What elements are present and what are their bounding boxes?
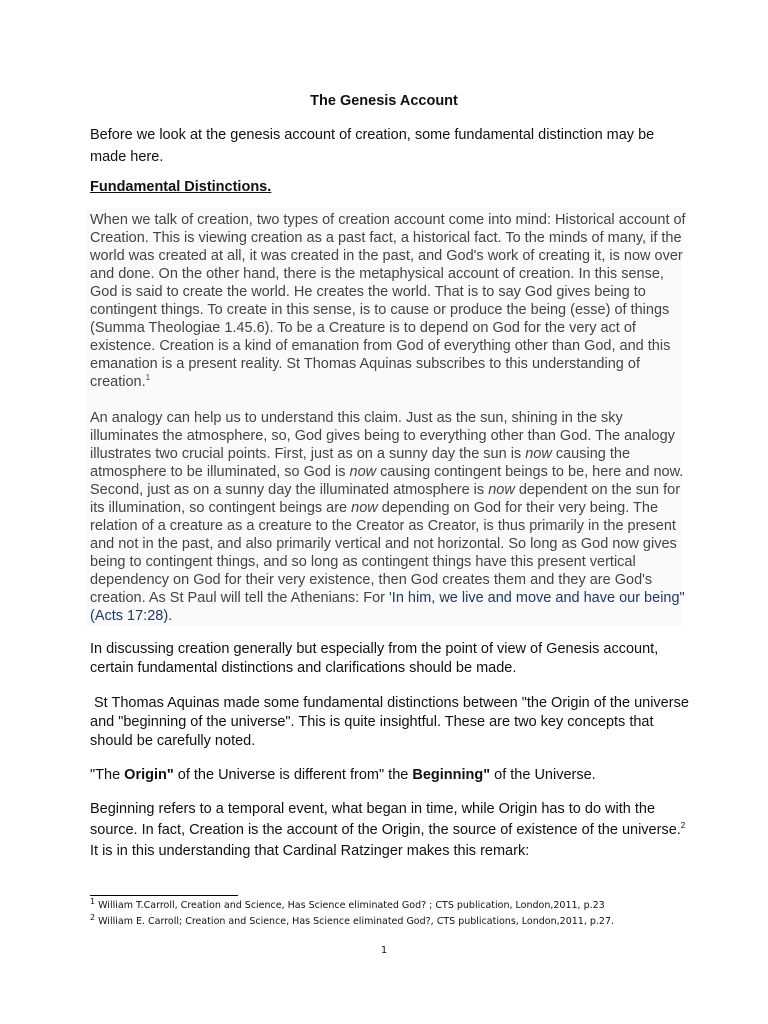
analogy-text-e: depending on God for their very being. The relation of a creature as a creature to the Creator as Creator, is thus primarily in the present and not in the past, and also primarily vertical and not horizontal. So long as God now gives being to contingent things, and so long as contingent things have this present vertical dependency on God for their very existence, then God creates them and they are God's creation. As St Paul will tell the Athenians: For — [90, 500, 677, 606]
footnote-1 — [90, 896, 605, 911]
paragraph-origin-beginning — [90, 765, 690, 786]
footnote-2 — [90, 912, 615, 927]
section-heading: Fundamental Distinctions. — [90, 179, 272, 195]
emphasis-now: now — [349, 464, 377, 480]
document-title: The Genesis Account — [310, 93, 458, 109]
emphasis-now: now — [351, 500, 378, 516]
footnote-2-text: William E. Carroll; Creation and Science, Has Science eliminated God?, CTS publications, London,2011, p.27. — [98, 916, 615, 927]
page-number: 1 — [380, 945, 388, 956]
analogy-text-b: causing the atmosphere to be illuminated, so God is — [90, 446, 631, 480]
beginning-definition-text: Beginning refers to a temporal event, what began in time, while Origin has to do with the source. In fact, Creation is the account of the Origin, the source of existence of the universe. — [90, 801, 681, 838]
intro-paragraph: Before we look at the genesis account of creation, some fundamental distinction may be made here. — [90, 127, 655, 165]
footnote-1-number: 1 — [90, 896, 96, 906]
analogy-text-c: causing contingent beings to be, here and now. Second, just as on a sunny day the illuminated atmosphere is — [90, 464, 684, 498]
footnote-ref-2: 2 — [680, 821, 686, 831]
origin-text-c: of the Universe. — [490, 767, 596, 783]
footnote-1-text: William T.Carroll, Creation and Science, Has Science eliminated God? ; CTS publication, London,2011, p.23 — [98, 900, 605, 911]
footnote-ref-1: 1 — [145, 373, 151, 383]
origin-text-a: "The — [90, 767, 125, 783]
paragraph-analogy — [90, 409, 686, 625]
paragraph-beginning-definition — [90, 799, 690, 862]
footnote-2-number: 2 — [90, 912, 96, 922]
term-beginning: Beginning" — [412, 767, 491, 783]
paragraph-creation-types-text: When we talk of creation, two types of creation account come into mind: Historical account of Creation. This is viewing creation as a past fact, a historical fact. To the minds of many, if the world was created at all, it was created in the past, and God's work of creating it, is now over and done. On the other hand, there is the metaphysical account of creation. In this sense, God is said to create the world. He creates the world. That is to say God gives being to contingent things. To create in this sense, is to cause or produce the being (esse) of things (Summa Theologiae 1.45.6). To be a Creature is to depend on God for the very act of existence. Creation is a kind of emanation from God of everything other than God, and this emanation is a present reality. St Thomas Aquinas subscribes to this understanding of creation. — [90, 212, 686, 390]
analogy-text-a: An analogy can help us to understand this claim. Just as the sun, shining in the sky illuminates the atmosphere, so, God gives being to everything other than God. The analogy illustrates two crucial points. First, just as on a sunny day the sun is — [90, 410, 675, 462]
acts-quote: 'In him, we live and move and have our being" (Acts 17:28). — [90, 590, 685, 624]
paragraph-discussing-creation: In discussing creation generally but especially from the point of view of Genesis account, certain fundamental distinctions and clarifications should be made. — [90, 641, 659, 676]
emphasis-now: now — [525, 446, 552, 462]
paragraph-creation-types — [90, 211, 686, 391]
origin-text-b: of the Universe is different from" the — [173, 767, 413, 783]
footnote-separator — [90, 895, 238, 896]
paragraph-aquinas-distinctions: St Thomas Aquinas made some fundamental distinctions between "the Origin of the universe and "beginning of the universe". This is quite insightful. These are two key concepts that should be carefully noted. — [90, 695, 689, 749]
term-origin: Origin" — [124, 767, 174, 783]
ratzinger-remark-text: It is in this understanding that Cardinal Ratzinger makes this remark: — [90, 843, 530, 859]
emphasis-now: now — [488, 482, 515, 498]
analogy-text-d: dependent on the sun for its illumination, so contingent beings are — [90, 482, 681, 516]
